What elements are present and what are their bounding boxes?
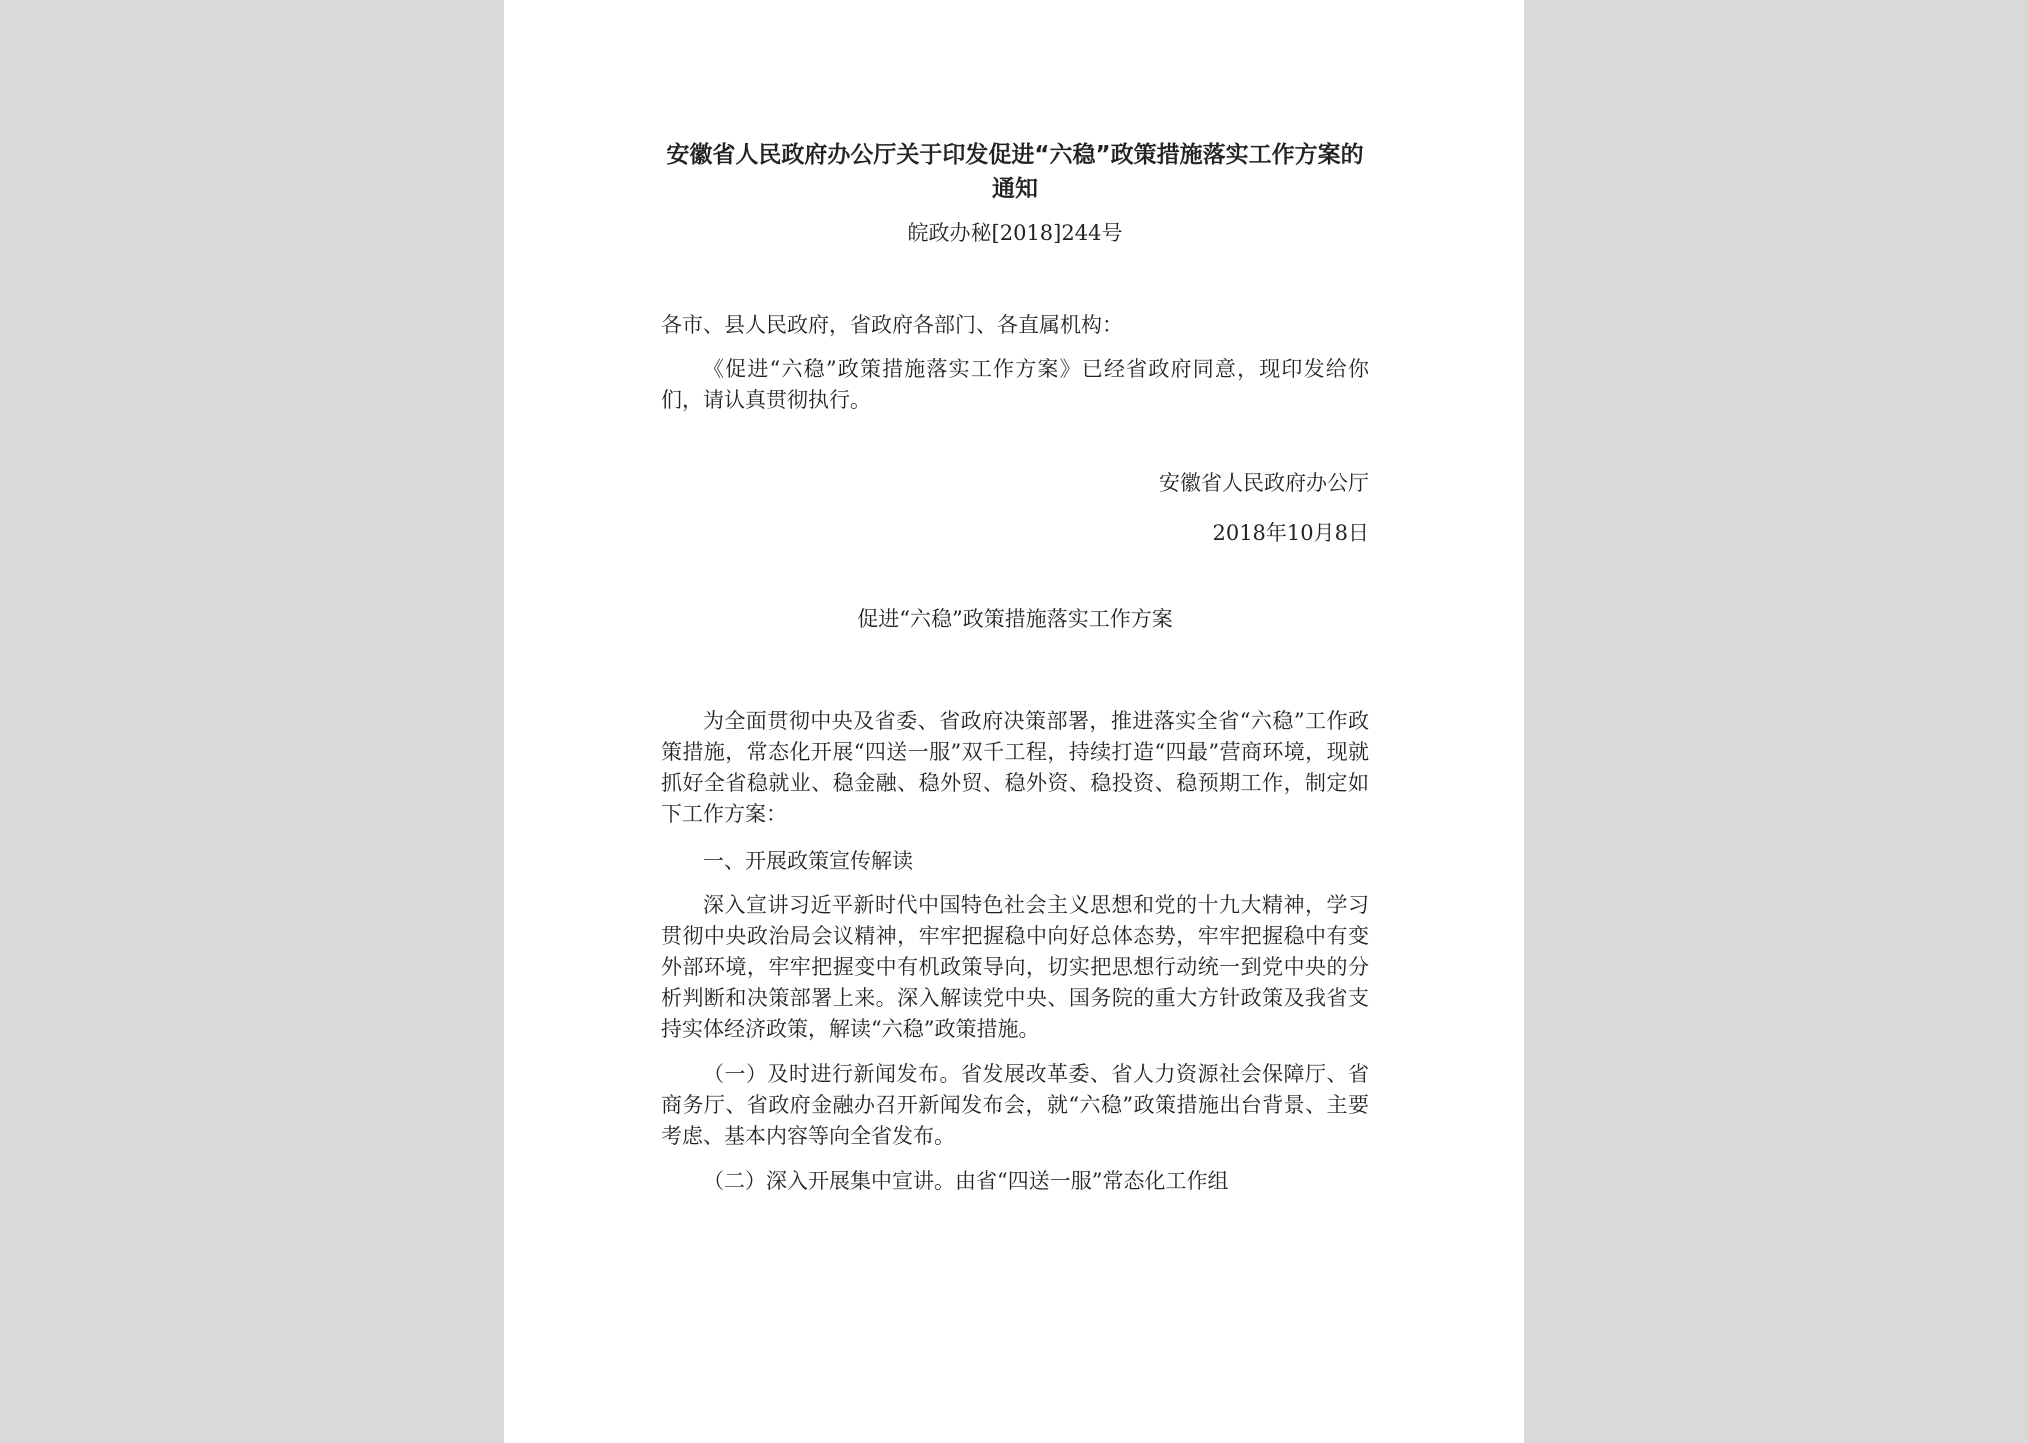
addressee-line: 各市、县人民政府，省政府各部门、各直属机构： (661, 313, 1123, 337)
section-1-item-1: （一）及时进行新闻发布。省发展改革委、省人力资源社会保障厅、省商务厅、省政府金融办召开新闻发布会，就“六稳”政策措施出台背景、主要考虑、基本内容等向全省发布。 (661, 1062, 1369, 1148)
signature-date: 2018年10月8日 (1212, 521, 1369, 545)
document-content (661, 138, 1369, 1197)
document-page (504, 0, 1524, 1443)
signature-organization: 安徽省人民政府办公厅 (1159, 471, 1369, 495)
section-heading-1: 一、开展政策宣传解读 (703, 849, 913, 873)
plan-intro-paragraph: 为全面贯彻中央及省委、省政府决策部署，推进落实全省“六稳”工作政策措施，常态化开展“四送一服”双千工程，持续打造“四最”营商环境，现就抓好全省稳就业、稳金融、稳外贸、稳外资、稳投资、稳预期工作，制定如下工作方案： (661, 709, 1369, 826)
section-1-paragraph: 深入宣讲习近平新时代中国特色社会主义思想和党的十九大精神，学习贯彻中央政治局会议精神，牢牢把握稳中向好总体态势，牢牢把握稳中有变外部环境，牢牢把握变中有机政策导向，切实把思想行动统一到党中央的分析判断和决策部署上来。深入解读党中央、国务院的重大方针政策及我省支持实体经济政策，解读“六稳”政策措施。 (661, 893, 1369, 1041)
section-1-item-2: （二）深入开展集中宣讲。由省“四送一服”常态化工作组 (703, 1169, 1229, 1193)
plan-title: 促进“六稳”政策措施落实工作方案 (857, 607, 1173, 631)
document-number: 皖政办秘[2018]244号 (907, 221, 1123, 245)
notice-title: 安徽省人民政府办公厅关于印发促进“六稳”政策措施落实工作方案的通知 (666, 142, 1364, 202)
notice-body: 《促进“六稳”政策措施落实工作方案》已经省政府同意，现印发给你们，请认真贯彻执行。 (661, 357, 1369, 412)
